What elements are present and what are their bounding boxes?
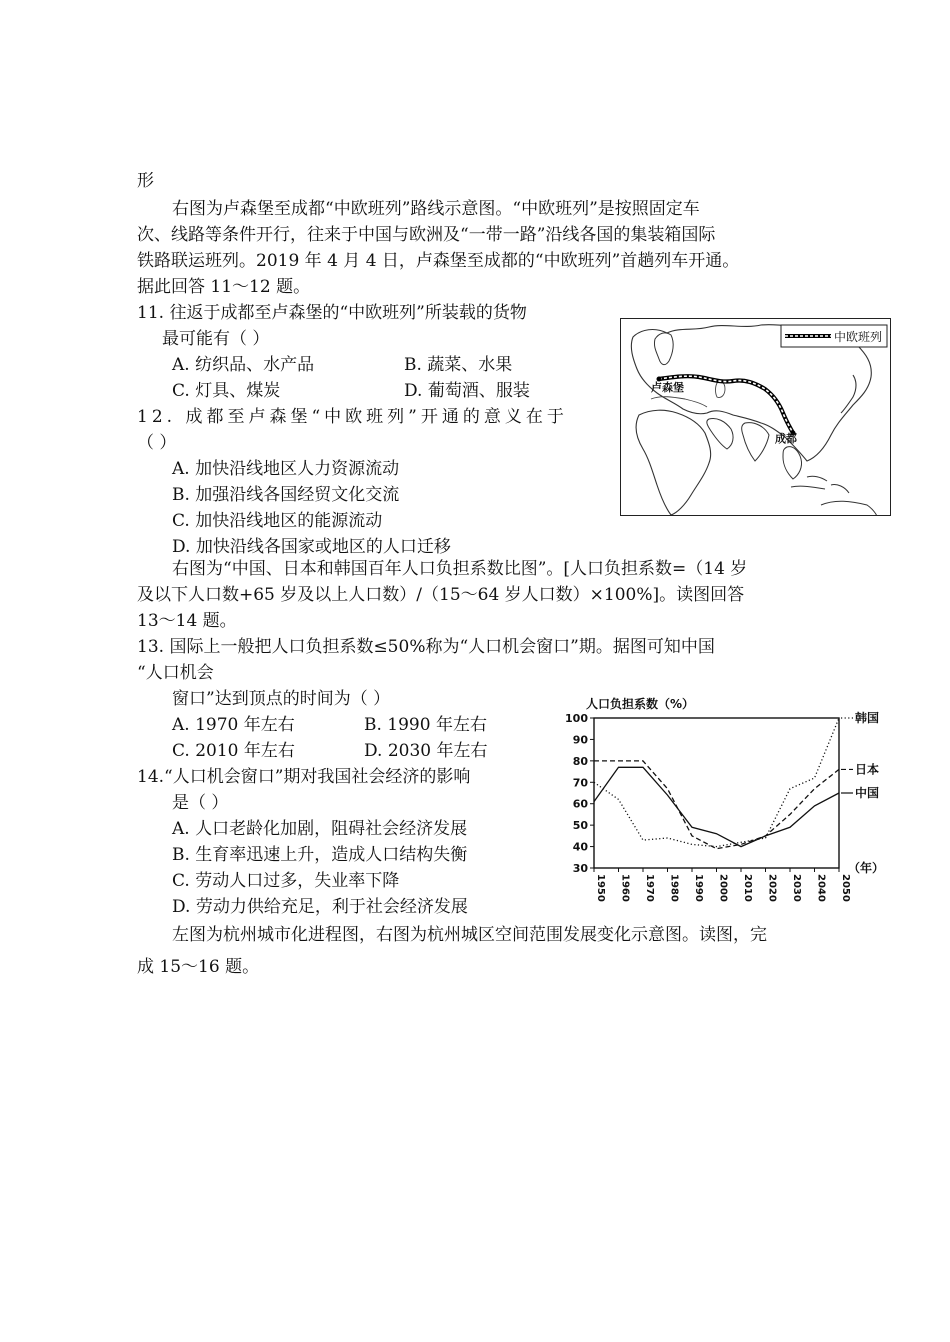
series-line-中国 [594, 767, 839, 846]
passage2-line2: 及以下人口数+65 岁及以上人口数）/（15～64 岁人口数）×100%]。读图回答 [137, 585, 745, 605]
x-tick-label: 2020 [766, 874, 778, 902]
y-tick-label: 60 [572, 797, 588, 811]
y-tick-label: 30 [572, 862, 588, 875]
q13-option-a[interactable]: A. 1970 年左右 [172, 715, 295, 735]
map-svg [621, 319, 891, 516]
x-tick-label: 1950 [595, 874, 606, 902]
q11-option-a[interactable]: A. 纺织品、水产品 [172, 355, 315, 375]
q11-option-d[interactable]: D. 葡萄酒、服装 [404, 381, 530, 401]
q14-stem: 14.“人口机会窗口”期对我国社会经济的影响 [137, 767, 471, 787]
chart-plot-frame [594, 718, 839, 868]
map-legend-label: 中欧班列 [834, 330, 883, 344]
city-chengdu: 成都 [775, 432, 797, 445]
x-tick-label: 1960 [619, 874, 631, 902]
dependency-ratio-chart [552, 690, 882, 912]
q13-option-c[interactable]: C. 2010 年左右 [172, 741, 295, 761]
y-tick-label: 100 [565, 712, 588, 725]
china-europe-railway-map [620, 318, 891, 516]
y-tick-label: 80 [572, 754, 588, 768]
passage2-line1: 右图为“中国、日本和韩国百年人口负担系数比图”。[人口负担系数=（14 岁 [172, 559, 748, 579]
q13-stem-cont2: 窗口”达到顶点的时间为（ ） [172, 689, 391, 709]
passage1-line1: 右图为卢森堡至成都“中欧班列”路线示意图。“中欧班列”是按照固定车 [172, 199, 700, 219]
mediterranean-coast [651, 397, 707, 407]
passage1-line3: 铁路联运班列。2019 年 4 月 4 日，卢森堡至成都的“中欧班列”首趟列车开通。 [137, 251, 740, 271]
q12-option-b[interactable]: B. 加强沿线各国经贸文化交流 [172, 485, 400, 505]
x-tick-label: 2000 [717, 874, 729, 902]
chart-x-axis [594, 868, 851, 902]
q12-option-d[interactable]: D. 加快沿线各国家或地区的人口迁移 [172, 537, 451, 557]
q13-stem: 13. 国际上一般把人口负担系数≤50%称为“人口机会窗口”期。据图可知中国 [137, 637, 715, 657]
q13-stem-cont1: “人口机会 [137, 663, 214, 683]
q12-stem-cont: （ ） [137, 433, 177, 453]
passage2-line3: 13～14 题。 [137, 611, 237, 631]
intro-fragment: 形 [137, 171, 154, 191]
series-line-日本 [594, 761, 839, 849]
legend-label-中国: 中国 [855, 786, 880, 800]
chart-title: 人口负担系数（%） [586, 697, 695, 711]
passage3-line1: 左图为杭州城市化进程图，右图为杭州城区空间范围发展变化示意图。读图，完 [172, 925, 767, 945]
y-tick-label: 40 [572, 840, 588, 854]
chart-legend [841, 710, 879, 800]
legend-label-韩国: 韩国 [855, 711, 880, 725]
q14-option-b[interactable]: B. 生育率迅速上升，造成人口结构失衡 [172, 845, 468, 865]
landmass-arabia [707, 418, 733, 449]
q14-stem-cont: 是（ ） [172, 793, 229, 813]
passage1-line2: 次、线路等条件开行，往来于中国与欧洲及“一带一路”沿线各国的集装箱国际 [137, 225, 716, 245]
q14-option-c[interactable]: C. 劳动人口过多，失业率下降 [172, 871, 400, 891]
q12-option-a[interactable]: A. 加快沿线地区人力资源流动 [172, 459, 400, 479]
landmass-africa [636, 410, 711, 515]
caspian-sea [716, 381, 726, 397]
map-legend [781, 325, 887, 347]
chart-series [594, 718, 839, 849]
q12-option-c[interactable]: C. 加快沿线地区的能源流动 [172, 511, 383, 531]
q14-option-d[interactable]: D. 劳动力供给充足，利于社会经济发展 [172, 897, 468, 917]
x-tick-label: 2030 [791, 874, 802, 902]
x-tick-label: 1970 [644, 874, 655, 902]
q13-option-b[interactable]: B. 1990 年左右 [364, 715, 487, 735]
x-tick-label: 1990 [693, 874, 704, 902]
q14-option-a[interactable]: A. 人口老龄化加剧，阻碍社会经济发展 [172, 819, 468, 839]
q11-option-c[interactable]: C. 灯具、煤炭 [172, 381, 281, 401]
chart-x-label: （年） [848, 861, 882, 875]
chart-svg [552, 690, 882, 912]
passage1-line4: 据此回答 11～12 题。 [137, 277, 311, 297]
y-tick-label: 70 [572, 776, 588, 790]
q12-stem: 12. 成都至卢森堡“中欧班列”开通的意义在于 [137, 407, 568, 427]
x-tick-label: 1980 [668, 874, 680, 902]
q11-option-b[interactable]: B. 蔬菜、水果 [404, 355, 513, 375]
y-tick-label: 90 [572, 733, 588, 747]
x-tick-label: 2010 [742, 874, 753, 902]
landmass-scandinavia [654, 333, 673, 365]
landmass-japan [841, 375, 856, 413]
city-luxembourg: 卢森堡 [651, 381, 684, 394]
y-tick-label: 50 [572, 819, 588, 833]
legend-label-日本: 日本 [855, 762, 880, 777]
landmass-australia-edge [821, 501, 877, 516]
passage3-line2: 成 15～16 题。 [137, 957, 260, 977]
chart-y-axis [565, 712, 594, 875]
x-tick-label: 2050 [840, 874, 851, 902]
q13-option-d[interactable]: D. 2030 年左右 [364, 741, 488, 761]
landmass-indonesia [791, 476, 849, 493]
landmass-india [742, 423, 769, 461]
series-line-韩国 [594, 718, 839, 847]
x-tick-label: 2040 [815, 874, 827, 902]
q11-stem: 11. 往返于成都至卢森堡的“中欧班列”所装载的货物 [137, 303, 527, 323]
q11-stem-cont: 最可能有（ ） [162, 329, 270, 349]
